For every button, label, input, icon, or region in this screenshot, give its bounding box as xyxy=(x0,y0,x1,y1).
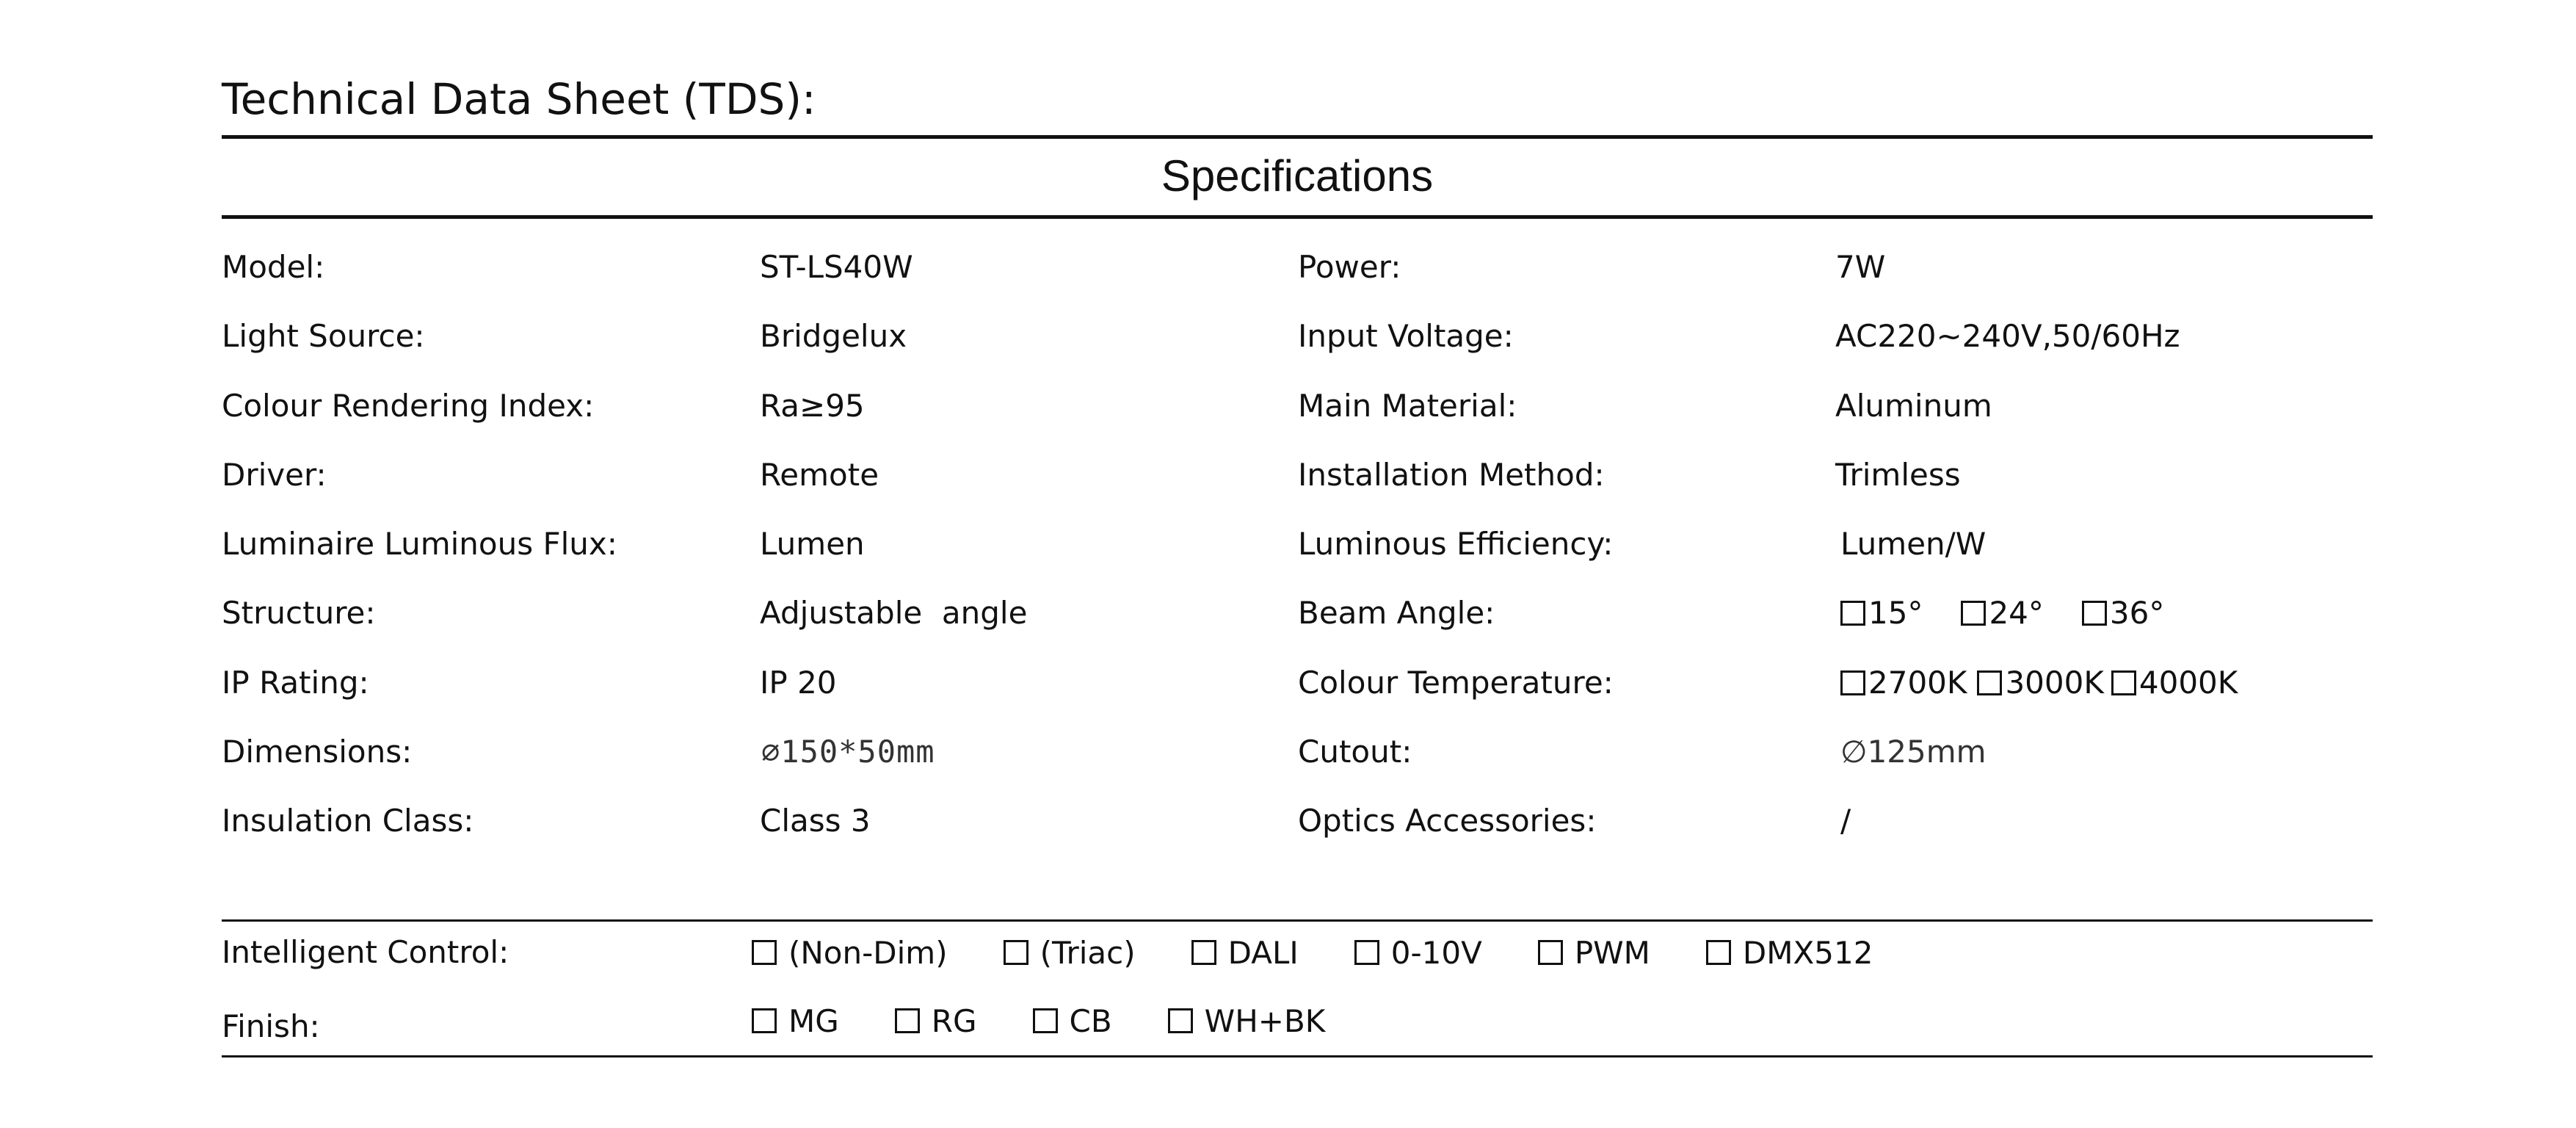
section-rule xyxy=(222,215,2373,219)
spec-value: Aluminum xyxy=(1835,387,1992,424)
control-option[interactable]: DMX512 xyxy=(1706,935,1873,971)
spec-value: Lumen xyxy=(760,526,865,563)
data-sheet xyxy=(222,0,2373,1128)
checkbox[interactable] xyxy=(2082,601,2107,626)
spec-value: Bridgelux xyxy=(760,318,907,355)
finish-label: Finish: xyxy=(222,1008,320,1044)
spec-row-model xyxy=(222,233,2373,302)
spec-value: ST-LS40W xyxy=(760,249,913,285)
spec-value: Lumen/W xyxy=(1840,526,1987,563)
finish-option[interactable]: CB xyxy=(1033,1003,1112,1039)
spec-label: Colour Temperature: xyxy=(1298,664,1614,701)
spec-value: Class 3 xyxy=(760,803,871,839)
spec-row-insulation xyxy=(222,787,2373,856)
checkbox[interactable] xyxy=(1840,601,1865,626)
spec-row-ip-rating xyxy=(222,648,2373,717)
spec-row-dimensions xyxy=(222,717,2373,787)
spec-value: Ra≥95 xyxy=(760,387,865,424)
checkbox[interactable] xyxy=(1840,670,1865,695)
spec-label: Light Source: xyxy=(222,318,425,355)
spec-row-flux xyxy=(222,510,2373,579)
spec-value: AC220~240V,50/60Hz xyxy=(1835,318,2180,355)
finish-option[interactable]: WH+BK xyxy=(1168,1003,1326,1039)
checkbox[interactable] xyxy=(1354,940,1379,965)
beam-angle-option[interactable]: 36° xyxy=(2082,579,2164,648)
spec-label: Insulation Class: xyxy=(222,803,474,839)
control-option[interactable]: PWM xyxy=(1538,935,1650,971)
spec-label: Installation Method: xyxy=(1298,456,1605,493)
spec-label: Dimensions: xyxy=(222,734,413,770)
spec-label: Colour Rendering Index: xyxy=(222,387,595,424)
control-option[interactable]: 0-10V xyxy=(1354,935,1482,971)
checkbox[interactable] xyxy=(1706,940,1731,965)
checkbox[interactable] xyxy=(1961,601,1986,626)
spec-label: Main Material: xyxy=(1298,387,1517,424)
checkbox[interactable] xyxy=(1977,670,2002,695)
spec-label: Beam Angle: xyxy=(1298,595,1495,632)
document-title: Technical Data Sheet (TDS): xyxy=(222,74,816,124)
checkbox[interactable] xyxy=(752,940,777,965)
spec-label: Luminous Efficiency: xyxy=(1298,526,1614,563)
colour-temperature-options xyxy=(1840,648,2258,720)
spec-row-cri xyxy=(222,372,2373,441)
colour-temperature-option[interactable]: 2700K xyxy=(1840,648,1967,717)
beam-angle-options xyxy=(1840,579,2185,650)
intelligent-control-row xyxy=(222,919,2373,986)
checkbox[interactable] xyxy=(1004,940,1028,965)
spec-label: IP Rating: xyxy=(222,664,369,701)
finish-options xyxy=(752,988,1325,1054)
checkbox[interactable] xyxy=(1538,940,1563,965)
checkbox[interactable] xyxy=(1191,940,1216,965)
beam-angle-option[interactable]: 24° xyxy=(1961,579,2043,648)
lower-bottom-rule xyxy=(222,1055,2373,1058)
spec-row-driver xyxy=(222,441,2373,510)
control-option[interactable]: (Non-Dim) xyxy=(752,935,948,971)
checkbox[interactable] xyxy=(1168,1008,1193,1033)
spec-row-light-source xyxy=(222,302,2373,371)
spec-label: Cutout: xyxy=(1298,734,1412,770)
colour-temperature-option[interactable]: 4000K xyxy=(2111,648,2238,717)
intelligent-control-label: Intelligent Control: xyxy=(222,934,509,970)
intelligent-control-options xyxy=(752,919,1873,986)
spec-value: Trimless xyxy=(1835,456,1961,493)
spec-value: ∅150*50mm xyxy=(761,734,935,770)
spec-row-structure xyxy=(222,579,2373,648)
checkbox[interactable] xyxy=(895,1008,920,1033)
spec-label: Luminaire Luminous Flux: xyxy=(222,526,617,563)
spec-label: Structure: xyxy=(222,595,376,632)
section-title: Specifications xyxy=(1161,151,1434,200)
title-rule xyxy=(222,135,2373,139)
spec-value: / xyxy=(1840,803,1851,839)
finish-option[interactable]: MG xyxy=(752,1003,839,1039)
spec-value: IP 20 xyxy=(760,664,837,701)
spec-value: ∅125mm xyxy=(1840,734,1987,770)
colour-temperature-option[interactable]: 3000K xyxy=(1977,648,2103,717)
spec-value: Adjustable angle xyxy=(760,595,1028,632)
checkbox[interactable] xyxy=(752,1008,777,1033)
checkbox[interactable] xyxy=(1033,1008,1058,1033)
spec-value: Remote xyxy=(760,456,879,493)
control-option[interactable]: DALI xyxy=(1191,935,1299,971)
spec-label: Driver: xyxy=(222,456,327,493)
finish-row xyxy=(222,988,2373,1054)
spec-label: Model: xyxy=(222,249,325,285)
spec-label: Optics Accessories: xyxy=(1298,803,1597,839)
beam-angle-option[interactable]: 15° xyxy=(1840,579,1923,648)
finish-option[interactable]: RG xyxy=(895,1003,977,1039)
spec-table xyxy=(222,233,2373,856)
checkbox[interactable] xyxy=(2111,670,2136,695)
spec-label: Power: xyxy=(1298,249,1401,285)
spec-label: Input Voltage: xyxy=(1298,318,1514,355)
spec-value: 7W xyxy=(1835,249,1886,285)
control-option[interactable]: (Triac) xyxy=(1004,935,1136,971)
